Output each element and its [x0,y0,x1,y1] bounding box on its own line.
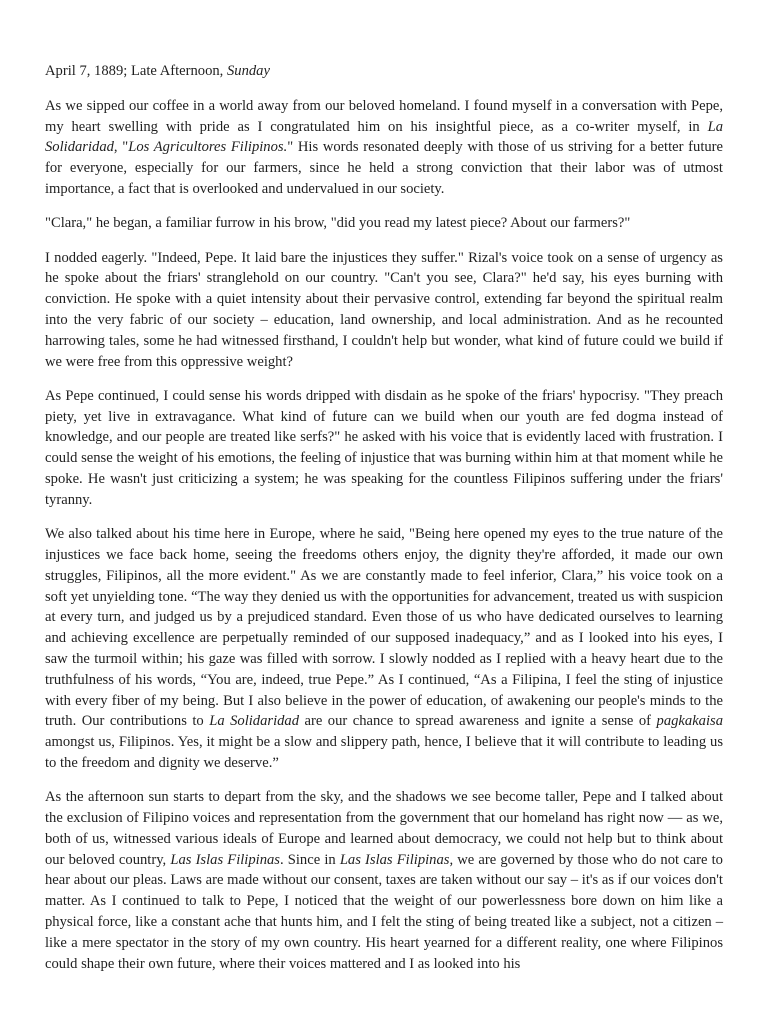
paragraph-text: We also talked about his time here in Europe, where he said, "Being here opened my eyes to the true nature of the injustices we face back home, seeing the freedoms others enjoy, the dignity they're afforded, it made our own struggles, Filipinos, all the more evident." As we are constantly made to feel inferior, Clara,” his voice took on a soft yet unyielding tone. “The way they denied us with the opportunities for advancement, treated us with suspicion at every turn, and judged us by a prejudiced standard. Even those of us who have dedicated ourselves to learning and achieving excellence are perpetually reminded of our supposed inadequacy,” and as I looked into his eyes, I saw the turmoil within; his gaze was filled with sorrow. I slowly nodded as I replied with a heavy heart due to the truthfulness of his words, “You are, indeed, true Pepe.” As I continued, “As a Filipina, I feel the sting of injustice with every fiber of my being. But I also believe in the power of education, of awakening our people's minds to the truth. Our contributions to [45,526,723,730]
dateline [45,61,723,82]
paragraph-text: "Clara," he began, a familiar furrow in his brow, "did you read my latest piece? About our farmers?" [45,215,631,232]
paragraph [45,787,723,974]
italic-text: Las Islas Filipinas [170,851,280,868]
paragraph-text: are our chance to spread awareness and ignite a sense of [299,713,657,730]
paragraph-text: As the afternoon sun starts to depart from the sky, and the shadows we see become taller, Pepe and I talked about the exclusion of Filipino voices and representation from the government that our homeland has right now — as we, both of us, witnessed various ideals of Europe and learned about democracy, we could not help but to think about our beloved country, [45,789,723,868]
paragraph-text: , " [113,139,129,156]
paragraph-text: we are governed by those who do not care to hear about our pleas. Laws are made without our consent, taxes are taken without our say – it's as if our voices don't matter. As I continued to talk to Pepe, I noticed that the weight of our powerlessness bore down on him like a physical force, like a constant ache that hunts him, and I felt the sting of being treated like a subject, not a citizen – like a mere spectator in the story of my own country. His heart yearned for a different reality, one where Filipinos could shape their own future, where their voices mattered and I as looked into his [45,851,723,972]
document-page [45,61,723,988]
paragraph-text: " His words resonated deeply with those of us striving for a better future for everyone, especially for our farmers, since he held a strong conviction that their labor was of utmost importance, a fact that is overlooked and undervalued in our society. [45,139,724,197]
italic-text: La Solidaridad [209,713,300,730]
paragraph-text: As Pepe continued, I could sense his words dripped with disdain as he spoke of the friars' hypocrisy. "They preach piety, yet live in extravagance. What kind of future can we build when our youth are fed dogma instead of knowledge, and our people are treated like serfs?" he asked with his voice that is evidently laced with frustration. I could sense the weight of his emotions, the feeling of injustice that was burning within him at that moment while he spoke. He wasn't just criticizing a system; he was speaking for the countless Filipinos suffering under the friars' tyranny. [45,387,723,508]
paragraph [45,524,723,774]
paragraph-text: amongst us, Filipinos. Yes, it might be a slow and slippery path, hence, I believe that it will contribute to leading us to the freedom and dignity we deserve.” [45,734,723,771]
dateline-day: Sunday [226,63,270,79]
paragraph [45,248,723,373]
paragraph-text: I nodded eagerly. "Indeed, Pepe. It laid bare the injustices they suffer." Rizal's voice took on a sense of urgency as he spoke about the friars' stranglehold on our country. "Can't you see, Clara?" he'd say, his eyes burning with conviction. He spoke with a quiet intensity about their pervasive control, extending far beyond the spiritual realm into the very fabric of our society – education, land ownership, and local administration. And as he recounted harrowing tales, some he had witnessed firsthand, I couldn't help but wonder, what kind of future could we build if we were free from this oppressive weight? [45,249,723,370]
paragraph-text: As we sipped our coffee in a world away from our beloved homeland. I found myself in a conversation with Pepe, my heart swelling with pride as I congratulated him on his insightful piece, as a co-writer myself, in [45,97,723,135]
italic-text: Los Agricultores Filipinos. [128,139,288,156]
italic-text: Las Islas Filipinas, [339,851,454,868]
paragraph [45,96,723,200]
paragraph [45,386,723,511]
italic-text: La Solidaridad [45,118,723,156]
paragraph [45,213,723,234]
dateline-text: April 7, 1889; Late Afternoon, [45,63,227,79]
italic-text: pagkakaisa [656,713,724,730]
paragraph-text: . Since in [279,851,340,868]
body-text [45,96,723,975]
